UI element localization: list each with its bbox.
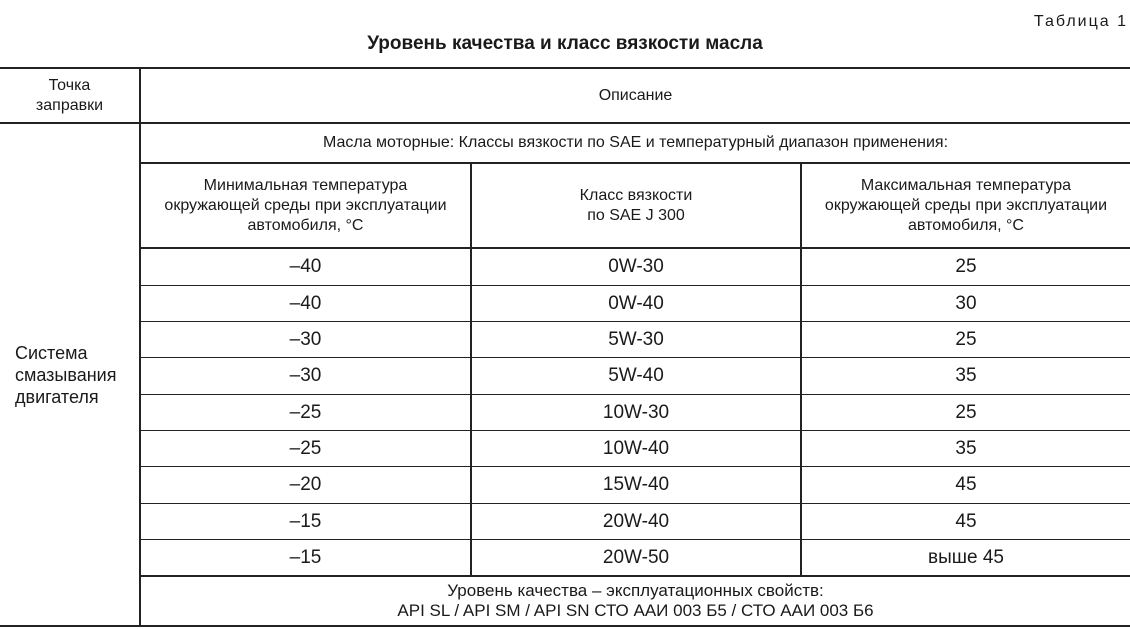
row-5-min: –25 [289, 401, 322, 423]
row-9-max: выше 45 [928, 546, 1004, 568]
row-9-sae: 20W-50 [602, 546, 670, 568]
row-7-min: –20 [289, 474, 322, 495]
column-header-max-temp: Максимальная температура окружающей среды при эксплуатации автомобиля, °С [824, 176, 1108, 234]
quality-line-1: Уровень качества – эксплуатационных свойств: [447, 581, 824, 600]
row-8-max: 45 [955, 510, 977, 532]
quality-line-2: API SL / API SM / API SN СТО ААИ 003 Б5 / СТО ААИ 003 Б6 [397, 601, 874, 620]
column-header-sae: Класс вязкости по SAE J 300 [579, 186, 693, 224]
row-9-min: –15 [289, 546, 322, 568]
column-header-min-temp: Минимальная температура окружающей среды при эксплуатации автомобиля, °С [164, 176, 447, 234]
row-2-sae: 0W-40 [608, 292, 664, 314]
row-6-max: 35 [955, 437, 977, 459]
side-label: Система смазывания двигателя [15, 342, 117, 407]
header-point: Точка заправки [35, 76, 104, 114]
row-3-sae: 5W-30 [608, 328, 664, 350]
quality-note [141, 577, 1130, 625]
table-title: Уровень качества и класс вязкости масла [367, 33, 763, 54]
row-3-min: –30 [289, 328, 322, 350]
header-description: Описание [598, 86, 673, 104]
row-5-max: 25 [955, 401, 977, 423]
row-2-min: –40 [289, 292, 322, 314]
row-6-min: –25 [289, 437, 322, 459]
row-5-sae: 10W-30 [602, 401, 670, 423]
row-8-min: –15 [289, 510, 322, 532]
row-4-max: 35 [955, 365, 977, 386]
oil-table [0, 67, 1130, 627]
row-2-max: 30 [955, 292, 977, 314]
subheader: Масла моторные: Классы вязкости по SAE и температурный диапазон применения: [322, 134, 949, 151]
table-number: Таблица 1 [1033, 13, 1128, 30]
row-4-sae: 5W-40 [608, 365, 664, 386]
row-8-sae: 20W-40 [602, 510, 670, 532]
row-4-min: –30 [289, 365, 322, 386]
row-7-max: 45 [955, 474, 977, 495]
row-1-min: –40 [289, 256, 322, 277]
row-1-sae: 0W-30 [608, 256, 664, 277]
row-1-max: 25 [955, 256, 977, 277]
row-3-max: 25 [955, 328, 977, 350]
row-7-sae: 15W-40 [602, 474, 670, 495]
row-6-sae: 10W-40 [602, 437, 670, 459]
